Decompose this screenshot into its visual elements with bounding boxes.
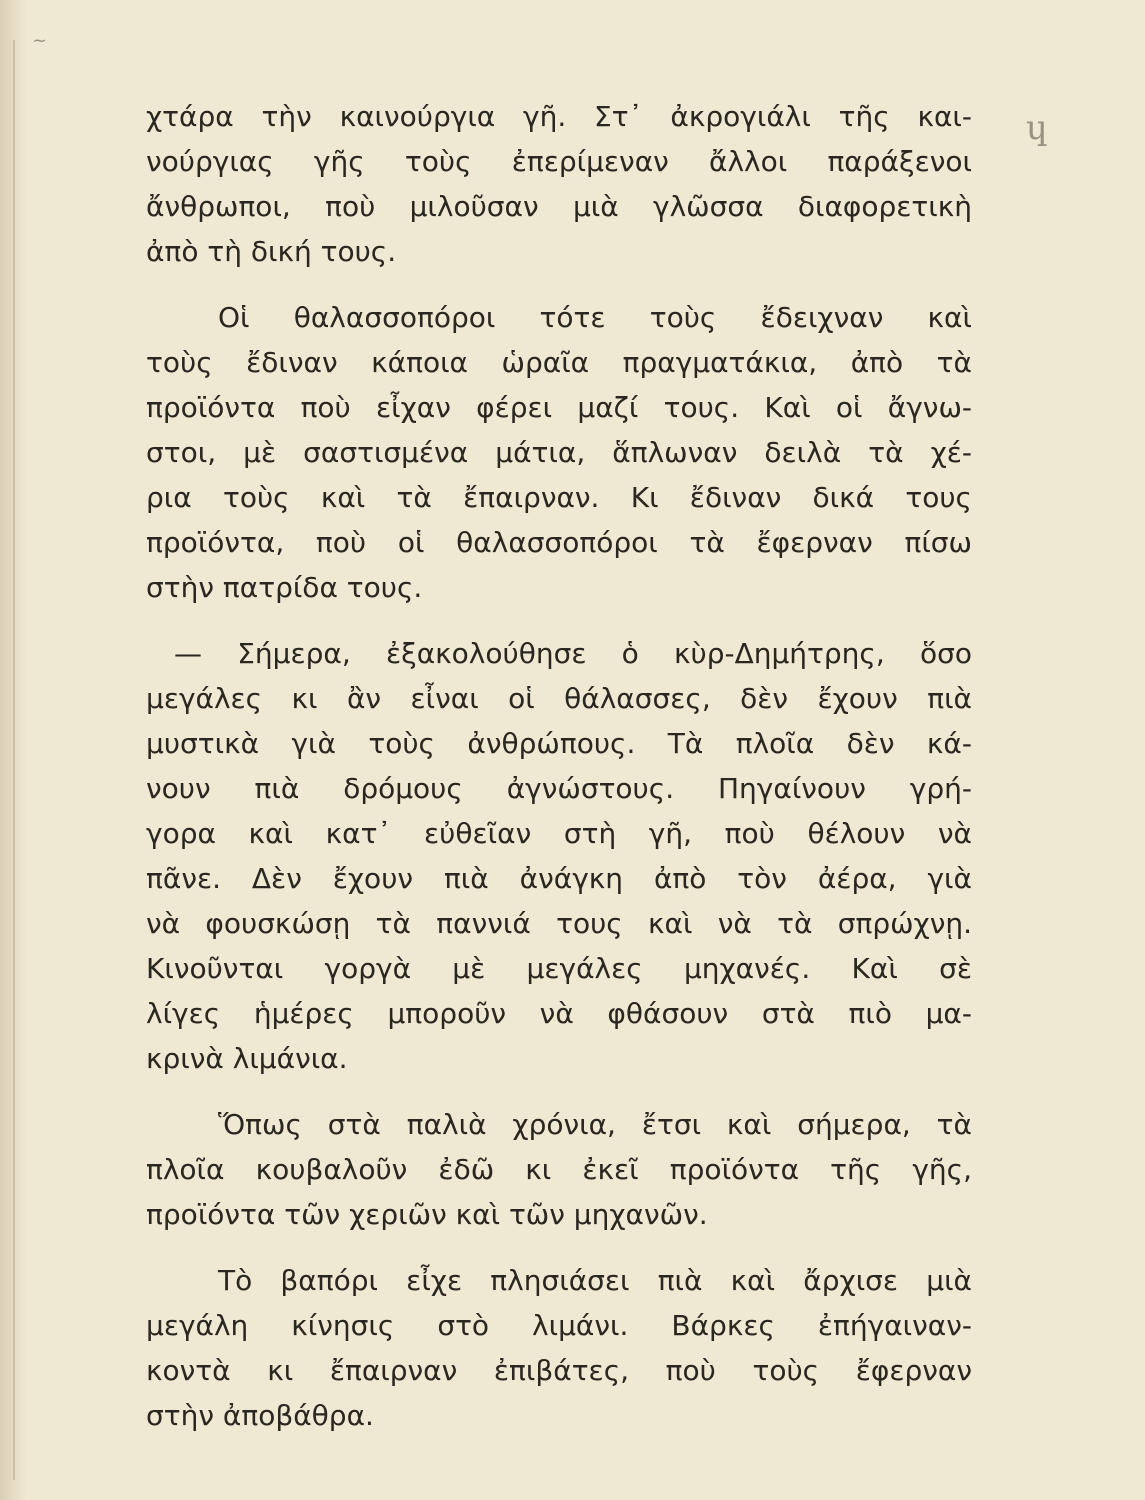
text-line: κρινὰ λιμάνια. xyxy=(146,1042,348,1075)
text-line: μεγάλη κίνησις στὸ λιμάνι. Βάρκες ἐπήγαιναν- xyxy=(146,1309,972,1342)
text-line: ἄνθρωποι, ποὺ μιλοῦσαν μιὰ γλῶσσα διαφορετικὴ xyxy=(146,190,972,223)
binding-edge-line xyxy=(13,40,15,1480)
text-line: λίγες ἡμέρες μποροῦν νὰ φθάσουν στὰ πιὸ μα- xyxy=(146,997,972,1030)
paragraph-4 xyxy=(146,1102,972,1237)
text-line: πᾶνε. Δὲν ἔχουν πιὰ ἀνάγκη ἀπὸ τὸν ἀέρα, γιὰ xyxy=(146,862,972,895)
text-line: τοὺς ἔδιναν κάποια ὡραῖα πραγματάκια, ἀπὸ τὰ xyxy=(146,346,972,379)
text-line: στὴν ἀποβάθρα. xyxy=(146,1399,374,1432)
text-line: προϊόντα ποὺ εἶχαν φέρει μαζί τους. Καὶ οἱ ἄγνω- xyxy=(146,391,972,424)
body-text xyxy=(146,94,972,1459)
text-line: Ὅπως στὰ παλιὰ χρόνια, ἔτσι καὶ σήμερα, τὰ xyxy=(218,1108,972,1141)
text-line: μεγάλες κι ἂν εἶναι οἱ θάλασσες, δὲν ἔχουν πιὰ xyxy=(146,682,972,715)
paragraph-1 xyxy=(146,94,972,274)
text-line: στοι, μὲ σαστισμένα μάτια, ἅπλωναν δειλὰ τὰ χέ- xyxy=(146,436,972,469)
text-line: Τὸ βαπόρι εἶχε πλησιάσει πιὰ καὶ ἄρχισε μιὰ xyxy=(218,1264,972,1297)
text-line: νούργιας γῆς τοὺς ἐπερίμεναν ἄλλοι παράξενοι xyxy=(146,145,972,178)
text-line: προϊόντα, ποὺ οἱ θαλασσοπόροι τὰ ἔφερναν πίσω xyxy=(146,526,972,559)
text-line: Οἱ θαλασσοπόροι τότε τοὺς ἔδειχναν καὶ xyxy=(218,301,972,334)
text-line: νὰ φουσκώσῃ τὰ παννιά τους καὶ νὰ τὰ σπρώχνῃ. xyxy=(146,907,972,940)
text-line: γορα καὶ κατ᾽ εὐθεῖαν στὴ γῆ, ποὺ θέλουν νὰ xyxy=(146,817,972,850)
text-line: προϊόντα τῶν χεριῶν καὶ τῶν μηχανῶν. xyxy=(146,1198,708,1231)
text-line: ρια τοὺς καὶ τὰ ἔπαιρναν. Κι ἔδιναν δικά τους xyxy=(146,481,972,514)
margin-pencil-mark-top-right: ɥ xyxy=(1026,108,1048,148)
paragraph-5 xyxy=(146,1258,972,1438)
text-line: νουν πιὰ δρόμους ἀγνώστους. Πηγαίνουν γρή- xyxy=(146,772,972,805)
text-line: — Σήμερα, ἐξακολούθησε ὁ κὺρ-Δημήτρης, ὅσο xyxy=(174,637,972,670)
paragraph-2 xyxy=(146,295,972,610)
text-line: στὴν πατρίδα τους. xyxy=(146,571,423,604)
text-line: πλοῖα κουβαλοῦν ἐδῶ κι ἐκεῖ προϊόντα τῆς γῆς, xyxy=(146,1153,972,1186)
margin-pencil-mark-top-left: ~ xyxy=(32,30,48,51)
paragraph-3 xyxy=(146,631,972,1081)
text-line: κοντὰ κι ἔπαιρναν ἐπιβάτες, ποὺ τοὺς ἔφερναν xyxy=(146,1354,972,1387)
text-line: μυστικὰ γιὰ τοὺς ἀνθρώπους. Τὰ πλοῖα δὲν κά- xyxy=(146,727,972,760)
text-line: Κινοῦνται γοργὰ μὲ μεγάλες μηχανές. Καὶ σὲ xyxy=(146,952,972,985)
text-line: χτάρα τὴν καινούργια γῆ. Στ᾽ ἀκρογιάλι τῆς και- xyxy=(146,100,972,133)
text-line: ἀπὸ τὴ δική τους. xyxy=(146,235,397,268)
